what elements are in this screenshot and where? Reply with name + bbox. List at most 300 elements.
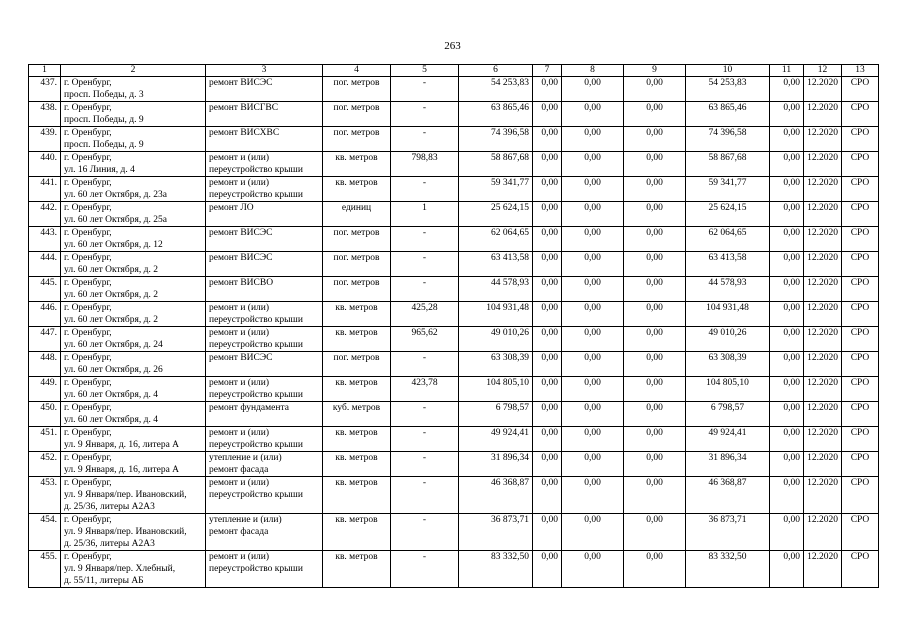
col9-cell: 0,00 <box>624 277 686 302</box>
total-cost-cell: 6 798,57 <box>459 402 533 427</box>
work-type-cell <box>206 102 323 127</box>
col8-cell: 0,00 <box>562 477 624 514</box>
col7-cell: 0,00 <box>533 477 562 514</box>
col8-cell: 0,00 <box>562 551 624 588</box>
work-type-cell-line: переустройство крыши <box>209 190 303 200</box>
col10-cell: 54 253,83 <box>686 77 770 102</box>
work-type-cell <box>206 252 323 277</box>
col10-cell: 46 368,87 <box>686 477 770 514</box>
col9-cell: 0,00 <box>624 551 686 588</box>
col10-cell: 49 924,41 <box>686 427 770 452</box>
address-cell <box>61 127 206 152</box>
address-cell-line: г. Оренбург, <box>64 78 112 88</box>
table-row <box>29 152 879 177</box>
row-number: 440. <box>29 152 61 177</box>
quantity-cell: - <box>391 452 459 477</box>
funding-source-cell: СРО <box>842 514 879 551</box>
col11-cell: 0,00 <box>770 102 804 127</box>
col7-cell: 0,00 <box>533 514 562 551</box>
unit-cell: кв. метров <box>323 427 391 452</box>
work-type-cell-line: ремонт ВИСЭС <box>209 353 273 363</box>
col11-cell: 0,00 <box>770 402 804 427</box>
address-cell-line: ул. 9 Января/пер. Хлебный, <box>64 564 176 574</box>
col10-cell: 63 413,58 <box>686 252 770 277</box>
work-type-cell-line: утепление и (или) <box>209 453 282 463</box>
address-cell <box>61 277 206 302</box>
table-row <box>29 202 879 227</box>
total-cost-cell: 104 805,10 <box>459 377 533 402</box>
col7-cell: 0,00 <box>533 302 562 327</box>
repair-register-table <box>28 64 879 588</box>
work-type-cell <box>206 77 323 102</box>
total-cost-cell: 49 924,41 <box>459 427 533 452</box>
address-cell-line: г. Оренбург, <box>64 103 112 113</box>
address-cell-line: д. 55/11, литеры АБ <box>64 576 144 586</box>
row-number: 438. <box>29 102 61 127</box>
col9-cell: 0,00 <box>624 227 686 252</box>
col8-cell: 0,00 <box>562 252 624 277</box>
col9-cell: 0,00 <box>624 514 686 551</box>
total-cost-cell: 63 308,39 <box>459 352 533 377</box>
unit-cell: кв. метров <box>323 551 391 588</box>
address-cell-line: ул. 60 лет Октября, д. 4 <box>64 390 158 400</box>
work-type-cell <box>206 327 323 352</box>
work-type-cell-line: ремонт ЛО <box>209 203 254 213</box>
col9-cell: 0,00 <box>624 477 686 514</box>
work-type-cell-line: ремонт ВИСЭС <box>209 78 273 88</box>
work-type-cell-line: ремонт ВИСХВС <box>209 128 280 138</box>
col9-cell: 0,00 <box>624 177 686 202</box>
table-row <box>29 551 879 588</box>
col10-cell: 104 805,10 <box>686 377 770 402</box>
address-cell <box>61 202 206 227</box>
col9-cell: 0,00 <box>624 102 686 127</box>
col8-cell: 0,00 <box>562 402 624 427</box>
col10-cell: 104 931,48 <box>686 302 770 327</box>
work-type-cell-line: переустройство крыши <box>209 564 303 574</box>
col9-cell: 0,00 <box>624 327 686 352</box>
quantity-cell: - <box>391 177 459 202</box>
col10-cell: 74 396,58 <box>686 127 770 152</box>
work-type-cell-line: переустройство крыши <box>209 490 303 500</box>
col10-cell: 36 873,71 <box>686 514 770 551</box>
address-cell <box>61 252 206 277</box>
address-cell-line: ул. 60 лет Октября, д. 26 <box>64 365 163 375</box>
address-cell <box>61 102 206 127</box>
work-type-cell-line: ремонт фасада <box>209 527 269 537</box>
col8-cell: 0,00 <box>562 127 624 152</box>
work-type-cell <box>206 127 323 152</box>
address-cell-line: г. Оренбург, <box>64 203 112 213</box>
col11-cell: 0,00 <box>770 452 804 477</box>
work-type-cell <box>206 152 323 177</box>
table-row <box>29 227 879 252</box>
address-cell-line: д. 25/36, литеры А2А3 <box>64 539 155 549</box>
table-row <box>29 327 879 352</box>
row-number: 454. <box>29 514 61 551</box>
table-row <box>29 514 879 551</box>
total-cost-cell: 63 413,58 <box>459 252 533 277</box>
col7-cell: 0,00 <box>533 202 562 227</box>
unit-cell: единиц <box>323 202 391 227</box>
col10-cell: 59 341,77 <box>686 177 770 202</box>
work-type-cell <box>206 202 323 227</box>
col11-cell: 0,00 <box>770 177 804 202</box>
row-number: 449. <box>29 377 61 402</box>
column-header: 2 <box>61 65 206 77</box>
address-cell <box>61 402 206 427</box>
total-cost-cell: 83 332,50 <box>459 551 533 588</box>
funding-source-cell: СРО <box>842 202 879 227</box>
address-cell-line: г. Оренбург, <box>64 128 112 138</box>
table-row <box>29 177 879 202</box>
col7-cell: 0,00 <box>533 227 562 252</box>
quantity-cell: - <box>391 227 459 252</box>
work-type-cell-line: ремонт и (или) <box>209 428 270 438</box>
work-type-cell-line: ремонт ВИСВО <box>209 278 274 288</box>
row-number: 442. <box>29 202 61 227</box>
col9-cell: 0,00 <box>624 152 686 177</box>
total-cost-cell: 36 873,71 <box>459 514 533 551</box>
work-type-cell-line: ремонт и (или) <box>209 328 270 338</box>
col11-cell: 0,00 <box>770 477 804 514</box>
completion-date-cell: 12.2020 <box>804 377 842 402</box>
total-cost-cell: 49 010,26 <box>459 327 533 352</box>
col10-cell: 83 332,50 <box>686 551 770 588</box>
table-row <box>29 352 879 377</box>
address-cell-line: г. Оренбург, <box>64 303 112 313</box>
address-cell-line: ул. 9 Января, д. 16, литера А <box>64 465 180 475</box>
col9-cell: 0,00 <box>624 352 686 377</box>
completion-date-cell: 12.2020 <box>804 327 842 352</box>
unit-cell: кв. метров <box>323 177 391 202</box>
unit-cell: кв. метров <box>323 477 391 514</box>
completion-date-cell: 12.2020 <box>804 177 842 202</box>
funding-source-cell: СРО <box>842 427 879 452</box>
completion-date-cell: 12.2020 <box>804 227 842 252</box>
row-number: 455. <box>29 551 61 588</box>
work-type-cell <box>206 227 323 252</box>
col9-cell: 0,00 <box>624 402 686 427</box>
work-type-cell-line: ремонт ВИСЭС <box>209 228 273 238</box>
row-number: 453. <box>29 477 61 514</box>
table-row <box>29 252 879 277</box>
column-header: 9 <box>624 65 686 77</box>
column-header: 6 <box>459 65 533 77</box>
col7-cell: 0,00 <box>533 127 562 152</box>
total-cost-cell: 59 341,77 <box>459 177 533 202</box>
col9-cell: 0,00 <box>624 252 686 277</box>
completion-date-cell: 12.2020 <box>804 352 842 377</box>
address-cell-line: г. Оренбург, <box>64 253 112 263</box>
address-cell-line: ул. 60 лет Октября, д. 4 <box>64 415 158 425</box>
address-cell-line: ул. 60 лет Октября, д. 23а <box>64 190 167 200</box>
quantity-cell: 423,78 <box>391 377 459 402</box>
column-header: 11 <box>770 65 804 77</box>
address-cell-line: г. Оренбург, <box>64 153 112 163</box>
col11-cell: 0,00 <box>770 551 804 588</box>
address-cell <box>61 152 206 177</box>
register-body <box>29 77 879 588</box>
work-type-cell <box>206 452 323 477</box>
funding-source-cell: СРО <box>842 327 879 352</box>
page-number: 263 <box>444 40 461 52</box>
address-cell-line: ул. 16 Линия, д. 4 <box>64 165 135 175</box>
work-type-cell <box>206 352 323 377</box>
col10-cell: 6 798,57 <box>686 402 770 427</box>
total-cost-cell: 46 368,87 <box>459 477 533 514</box>
address-cell-line: ул. 9 Января/пер. Ивановский, <box>64 527 187 537</box>
total-cost-cell: 44 578,93 <box>459 277 533 302</box>
column-header: 4 <box>323 65 391 77</box>
col7-cell: 0,00 <box>533 352 562 377</box>
address-cell-line: просп. Победы, д. 9 <box>64 115 144 125</box>
col9-cell: 0,00 <box>624 452 686 477</box>
total-cost-cell: 54 253,83 <box>459 77 533 102</box>
address-cell <box>61 177 206 202</box>
work-type-cell-line: ремонт фундамента <box>209 403 289 413</box>
completion-date-cell: 12.2020 <box>804 514 842 551</box>
address-cell <box>61 302 206 327</box>
unit-cell: кв. метров <box>323 152 391 177</box>
total-cost-cell: 104 931,48 <box>459 302 533 327</box>
total-cost-cell: 58 867,68 <box>459 152 533 177</box>
col11-cell: 0,00 <box>770 202 804 227</box>
table-row <box>29 127 879 152</box>
col7-cell: 0,00 <box>533 102 562 127</box>
address-cell-line: ул. 60 лет Октября, д. 2 <box>64 265 158 275</box>
col11-cell: 0,00 <box>770 352 804 377</box>
col11-cell: 0,00 <box>770 427 804 452</box>
unit-cell: пог. метров <box>323 352 391 377</box>
col8-cell: 0,00 <box>562 352 624 377</box>
table-row <box>29 427 879 452</box>
funding-source-cell: СРО <box>842 177 879 202</box>
address-cell-line: г. Оренбург, <box>64 453 112 463</box>
unit-cell: пог. метров <box>323 252 391 277</box>
quantity-cell: - <box>391 427 459 452</box>
column-header: 7 <box>533 65 562 77</box>
work-type-cell-line: ремонт ВИСЭС <box>209 253 273 263</box>
work-type-cell-line: переустройство крыши <box>209 315 303 325</box>
table-row <box>29 277 879 302</box>
col11-cell: 0,00 <box>770 377 804 402</box>
col8-cell: 0,00 <box>562 177 624 202</box>
total-cost-cell: 74 396,58 <box>459 127 533 152</box>
col7-cell: 0,00 <box>533 452 562 477</box>
address-cell-line: д. 25/36, литеры А2А3 <box>64 502 155 512</box>
completion-date-cell: 12.2020 <box>804 277 842 302</box>
col11-cell: 0,00 <box>770 277 804 302</box>
address-cell-line: просп. Победы, д. 9 <box>64 140 144 150</box>
completion-date-cell: 12.2020 <box>804 202 842 227</box>
work-type-cell <box>206 177 323 202</box>
quantity-cell: 425,28 <box>391 302 459 327</box>
funding-source-cell: СРО <box>842 452 879 477</box>
address-cell-line: г. Оренбург, <box>64 228 112 238</box>
table-row <box>29 452 879 477</box>
col8-cell: 0,00 <box>562 202 624 227</box>
quantity-cell: 965,62 <box>391 327 459 352</box>
unit-cell: пог. метров <box>323 227 391 252</box>
table-row <box>29 377 879 402</box>
col7-cell: 0,00 <box>533 152 562 177</box>
address-cell-line: ул. 9 Января/пер. Ивановский, <box>64 490 187 500</box>
address-cell <box>61 227 206 252</box>
col11-cell: 0,00 <box>770 327 804 352</box>
col11-cell: 0,00 <box>770 77 804 102</box>
unit-cell: кв. метров <box>323 514 391 551</box>
work-type-cell-line: ремонт и (или) <box>209 478 270 488</box>
col11-cell: 0,00 <box>770 227 804 252</box>
table-row <box>29 402 879 427</box>
col10-cell: 49 010,26 <box>686 327 770 352</box>
address-cell-line: г. Оренбург, <box>64 378 112 388</box>
col8-cell: 0,00 <box>562 302 624 327</box>
total-cost-cell: 62 064,65 <box>459 227 533 252</box>
unit-cell: пог. метров <box>323 77 391 102</box>
col7-cell: 0,00 <box>533 377 562 402</box>
address-cell <box>61 427 206 452</box>
col11-cell: 0,00 <box>770 252 804 277</box>
column-header: 3 <box>206 65 323 77</box>
row-number: 451. <box>29 427 61 452</box>
work-type-cell-line: переустройство крыши <box>209 340 303 350</box>
unit-cell: пог. метров <box>323 102 391 127</box>
col10-cell: 31 896,34 <box>686 452 770 477</box>
row-number: 439. <box>29 127 61 152</box>
address-cell-line: г. Оренбург, <box>64 328 112 338</box>
address-cell <box>61 551 206 588</box>
address-cell <box>61 352 206 377</box>
work-type-cell-line: ремонт и (или) <box>209 303 270 313</box>
address-cell-line: ул. 60 лет Октября, д. 24 <box>64 340 163 350</box>
address-cell-line: ул. 9 Января, д. 16, литера А <box>64 440 180 450</box>
completion-date-cell: 12.2020 <box>804 152 842 177</box>
col11-cell: 0,00 <box>770 514 804 551</box>
quantity-cell: - <box>391 252 459 277</box>
col8-cell: 0,00 <box>562 514 624 551</box>
row-number: 450. <box>29 402 61 427</box>
work-type-cell <box>206 514 323 551</box>
funding-source-cell: СРО <box>842 77 879 102</box>
work-type-cell-line: переустройство крыши <box>209 440 303 450</box>
address-cell-line: г. Оренбург, <box>64 428 112 438</box>
work-type-cell <box>206 427 323 452</box>
column-header: 8 <box>562 65 624 77</box>
address-cell-line: г. Оренбург, <box>64 478 112 488</box>
address-cell-line: г. Оренбург, <box>64 552 112 562</box>
col9-cell: 0,00 <box>624 377 686 402</box>
work-type-cell <box>206 477 323 514</box>
address-cell-line: г. Оренбург, <box>64 278 112 288</box>
unit-cell: пог. метров <box>323 277 391 302</box>
address-cell-line: ул. 60 лет Октября, д. 12 <box>64 240 163 250</box>
col11-cell: 0,00 <box>770 127 804 152</box>
col8-cell: 0,00 <box>562 427 624 452</box>
unit-cell: пог. метров <box>323 127 391 152</box>
address-cell-line: ул. 60 лет Октября, д. 25а <box>64 215 167 225</box>
unit-cell: куб. метров <box>323 402 391 427</box>
unit-cell: кв. метров <box>323 452 391 477</box>
quantity-cell: - <box>391 514 459 551</box>
col7-cell: 0,00 <box>533 551 562 588</box>
funding-source-cell: СРО <box>842 252 879 277</box>
row-number: 444. <box>29 252 61 277</box>
work-type-cell-line: ремонт и (или) <box>209 552 270 562</box>
unit-cell: кв. метров <box>323 327 391 352</box>
column-number-header-row <box>29 65 879 77</box>
funding-source-cell: СРО <box>842 227 879 252</box>
col8-cell: 0,00 <box>562 227 624 252</box>
funding-source-cell: СРО <box>842 152 879 177</box>
address-cell <box>61 377 206 402</box>
work-type-cell-line: ремонт фасада <box>209 465 269 475</box>
completion-date-cell: 12.2020 <box>804 127 842 152</box>
funding-source-cell: СРО <box>842 127 879 152</box>
quantity-cell: - <box>391 102 459 127</box>
address-cell-line: г. Оренбург, <box>64 515 112 525</box>
col7-cell: 0,00 <box>533 402 562 427</box>
column-header: 10 <box>686 65 770 77</box>
col9-cell: 0,00 <box>624 427 686 452</box>
funding-source-cell: СРО <box>842 477 879 514</box>
column-header: 5 <box>391 65 459 77</box>
column-header: 13 <box>842 65 879 77</box>
funding-source-cell: СРО <box>842 302 879 327</box>
row-number: 437. <box>29 77 61 102</box>
work-type-cell-line: ремонт ВИСГВС <box>209 103 279 113</box>
address-cell-line: ул. 60 лет Октября, д. 2 <box>64 315 158 325</box>
work-type-cell <box>206 551 323 588</box>
quantity-cell: - <box>391 551 459 588</box>
col9-cell: 0,00 <box>624 202 686 227</box>
col7-cell: 0,00 <box>533 252 562 277</box>
address-cell-line: г. Оренбург, <box>64 403 112 413</box>
address-cell <box>61 477 206 514</box>
quantity-cell: 1 <box>391 202 459 227</box>
table-row <box>29 302 879 327</box>
work-type-cell <box>206 402 323 427</box>
col9-cell: 0,00 <box>624 302 686 327</box>
address-cell <box>61 77 206 102</box>
col7-cell: 0,00 <box>533 427 562 452</box>
col8-cell: 0,00 <box>562 102 624 127</box>
quantity-cell: - <box>391 477 459 514</box>
col7-cell: 0,00 <box>533 77 562 102</box>
row-number: 443. <box>29 227 61 252</box>
col10-cell: 58 867,68 <box>686 152 770 177</box>
column-header: 12 <box>804 65 842 77</box>
completion-date-cell: 12.2020 <box>804 402 842 427</box>
col10-cell: 62 064,65 <box>686 227 770 252</box>
col8-cell: 0,00 <box>562 452 624 477</box>
address-cell-line: г. Оренбург, <box>64 178 112 188</box>
work-type-cell-line: утепление и (или) <box>209 515 282 525</box>
col11-cell: 0,00 <box>770 302 804 327</box>
unit-cell: кв. метров <box>323 377 391 402</box>
col9-cell: 0,00 <box>624 77 686 102</box>
col8-cell: 0,00 <box>562 277 624 302</box>
work-type-cell <box>206 377 323 402</box>
row-number: 441. <box>29 177 61 202</box>
col8-cell: 0,00 <box>562 152 624 177</box>
work-type-cell-line: ремонт и (или) <box>209 178 270 188</box>
address-cell <box>61 327 206 352</box>
quantity-cell: - <box>391 127 459 152</box>
col10-cell: 63 308,39 <box>686 352 770 377</box>
completion-date-cell: 12.2020 <box>804 252 842 277</box>
